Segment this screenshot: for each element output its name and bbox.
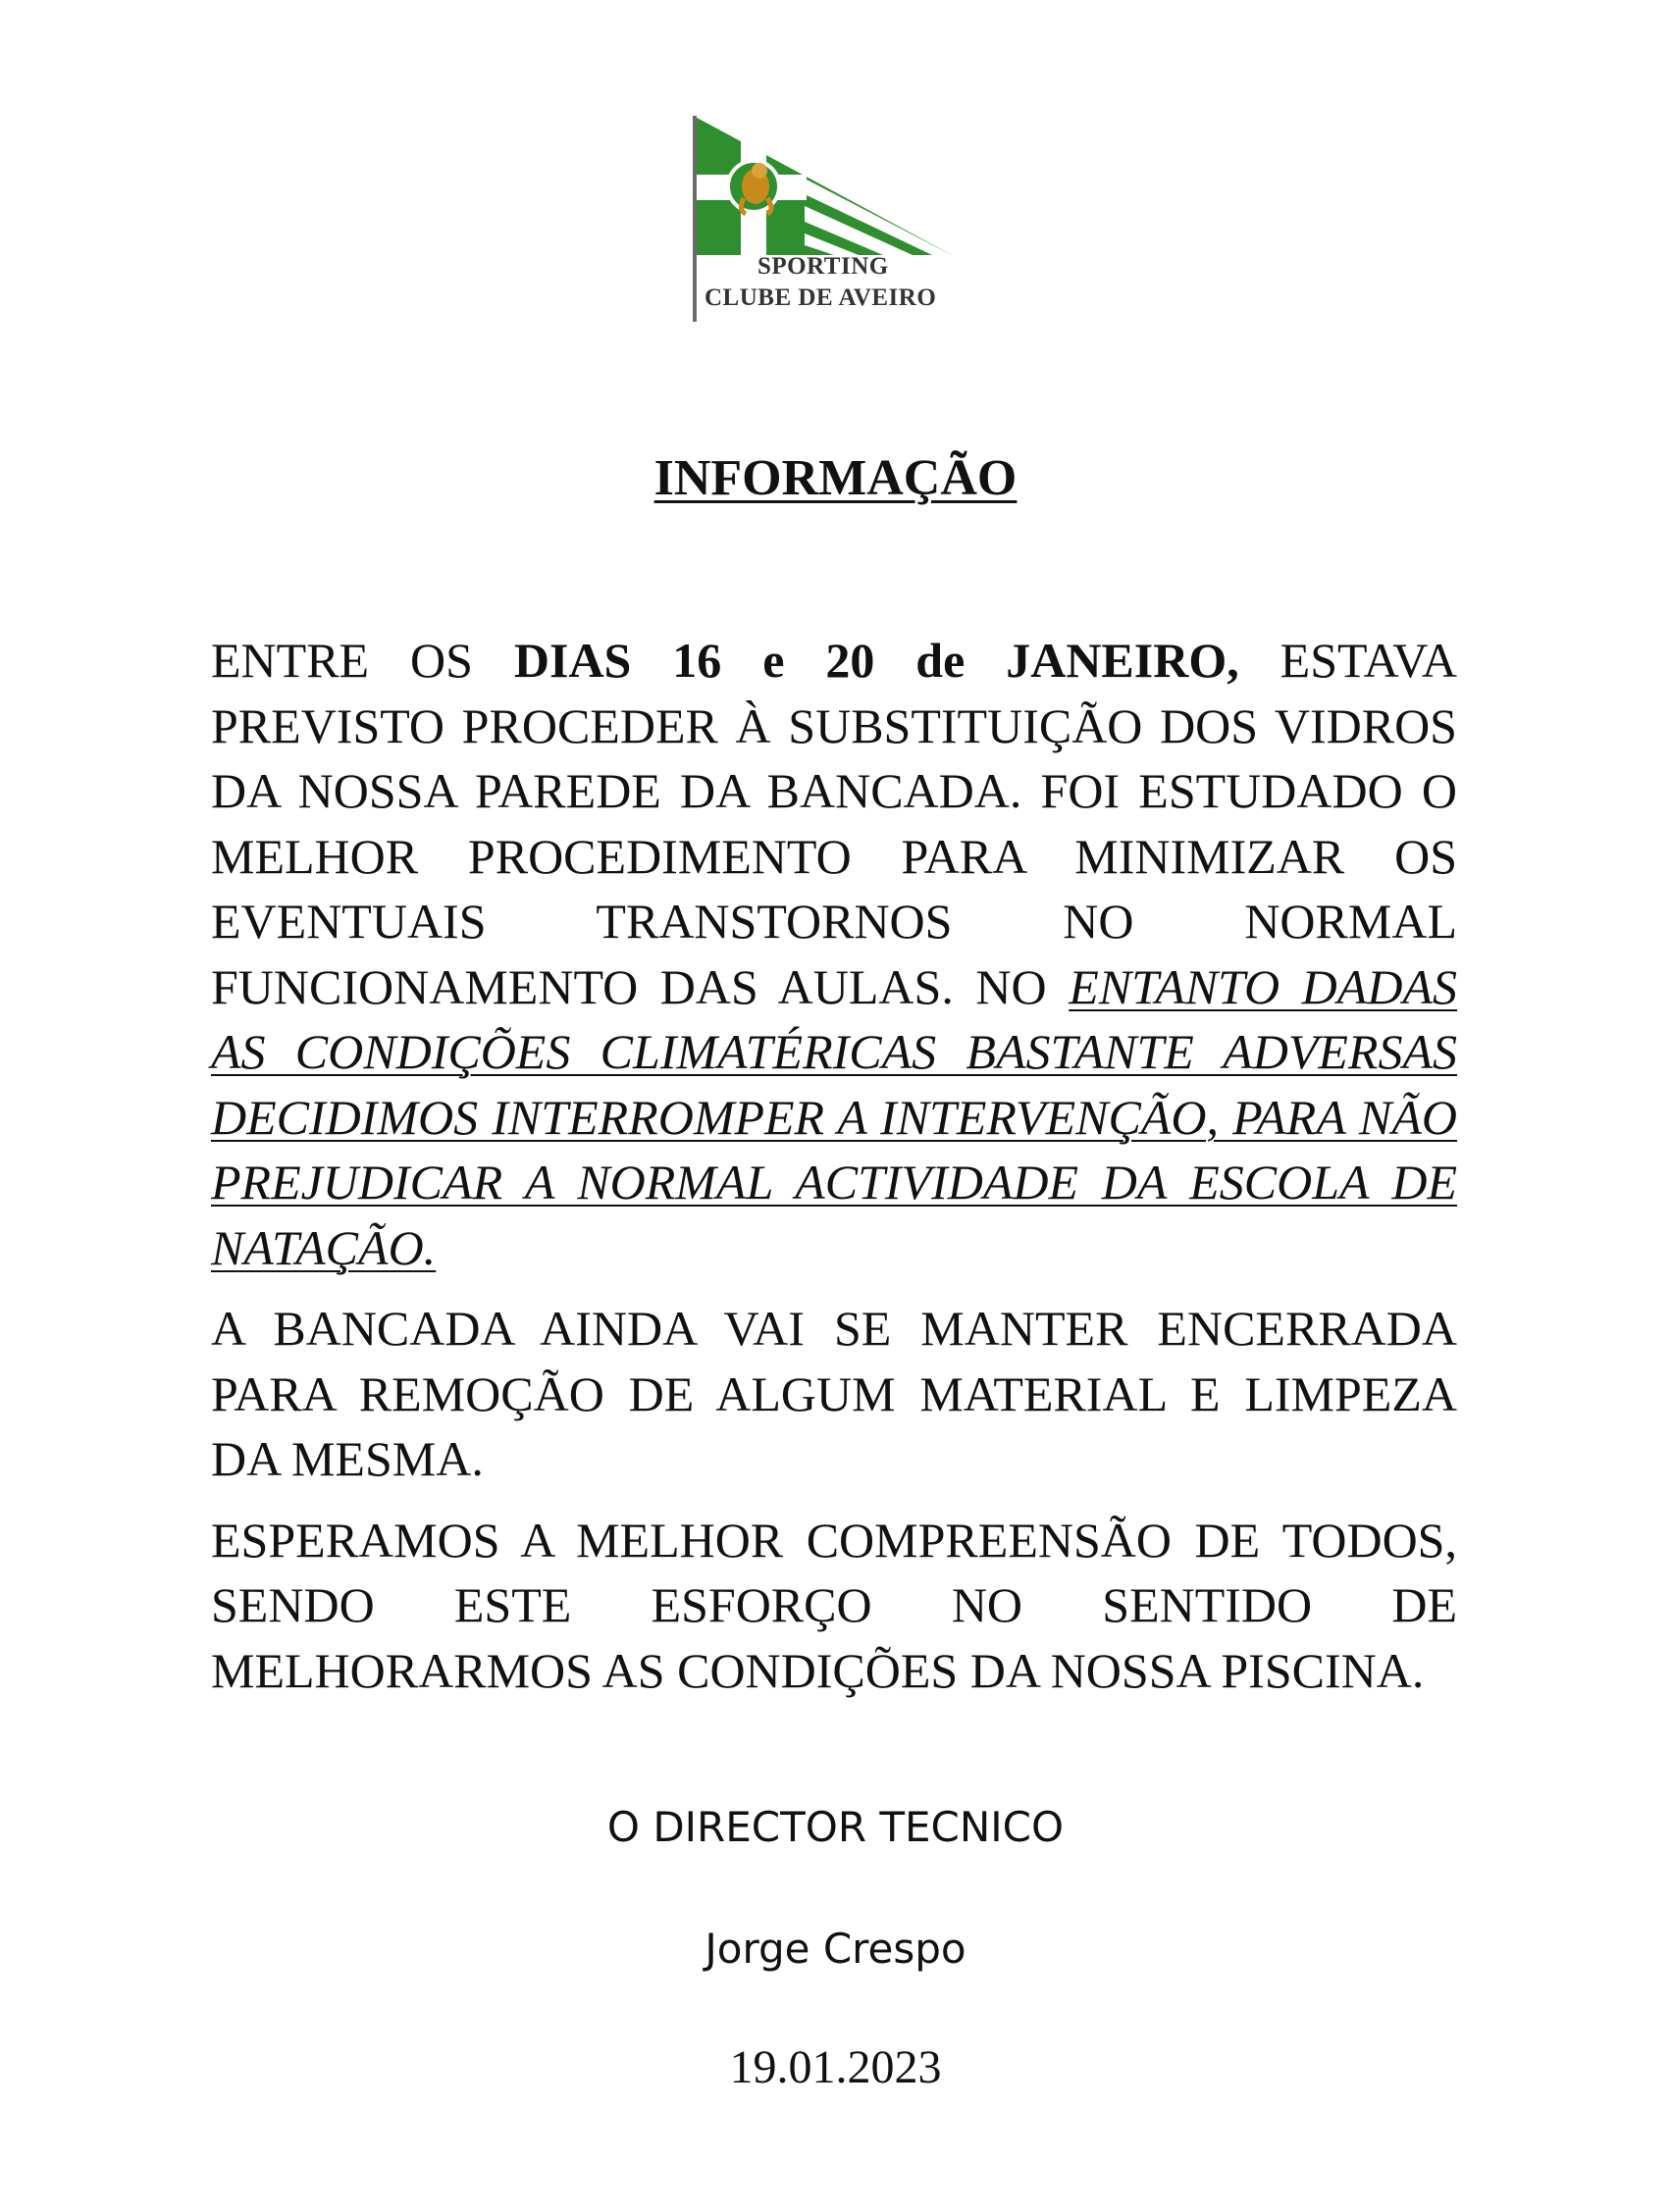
club-logo — [687, 108, 962, 324]
paragraph-1-dates: DIAS 16 e 20 de JANEIRO, — [513, 633, 1239, 688]
paragraph-1 — [211, 628, 1457, 1280]
paragraph-2: A BANCADA AINDA VAI SE MANTER ENCERRADA PARA REMOÇÃO DE ALGUM MATERIAL E LIMPEZA DA MESMA. — [211, 1301, 1457, 1486]
paragraph-1-middle: ESTAVA PREVISTO PROCEDER À SUBSTITUIÇÃO DOS VIDROS DA NOSSA PAREDE DA BANCADA. FOI ESTUDADO O MELHOR PROCEDIMENTO PARA MINIMIZAR OS EVENTUAIS TRANSTORNOS NO NORMAL FUNCIONAMENTO DAS AULAS. NO — [211, 633, 1458, 1014]
notice-body — [211, 628, 1457, 1719]
signature-date: 19.01.2023 — [729, 2041, 942, 2093]
logo-line-sporting: SPORTING — [757, 253, 889, 280]
paragraph-3: ESPERAMOS A MELHOR COMPREENSÃO DE TODOS, SENDO ESTE ESFORÇO NO SENTIDO DE MELHORARMOS AS CONDIÇÕES DA NOSSA PISCINA. — [211, 1512, 1457, 1698]
logo-line-club-name: CLUBE DE AVEIRO — [705, 284, 937, 311]
page-title: INFORMAÇÃO — [653, 450, 1018, 506]
signature-role: O DIRECTOR TECNICO — [606, 1803, 1065, 1851]
paragraph-1-emphasis: ENTANTO DADAS AS CONDIÇÕES CLIMATÉRICAS BASTANTE ADVERSAS DECIDIMOS INTERROMPER A INTERVENÇÃO, PARA NÃO PREJUDICAR A NORMAL ACTIVIDADE DA ESCOLA DE NATAÇÃO. — [211, 958, 1457, 1275]
paragraph-1-intro: ENTRE OS — [211, 633, 514, 688]
signature-name: Jorge Crespo — [705, 1925, 966, 1973]
